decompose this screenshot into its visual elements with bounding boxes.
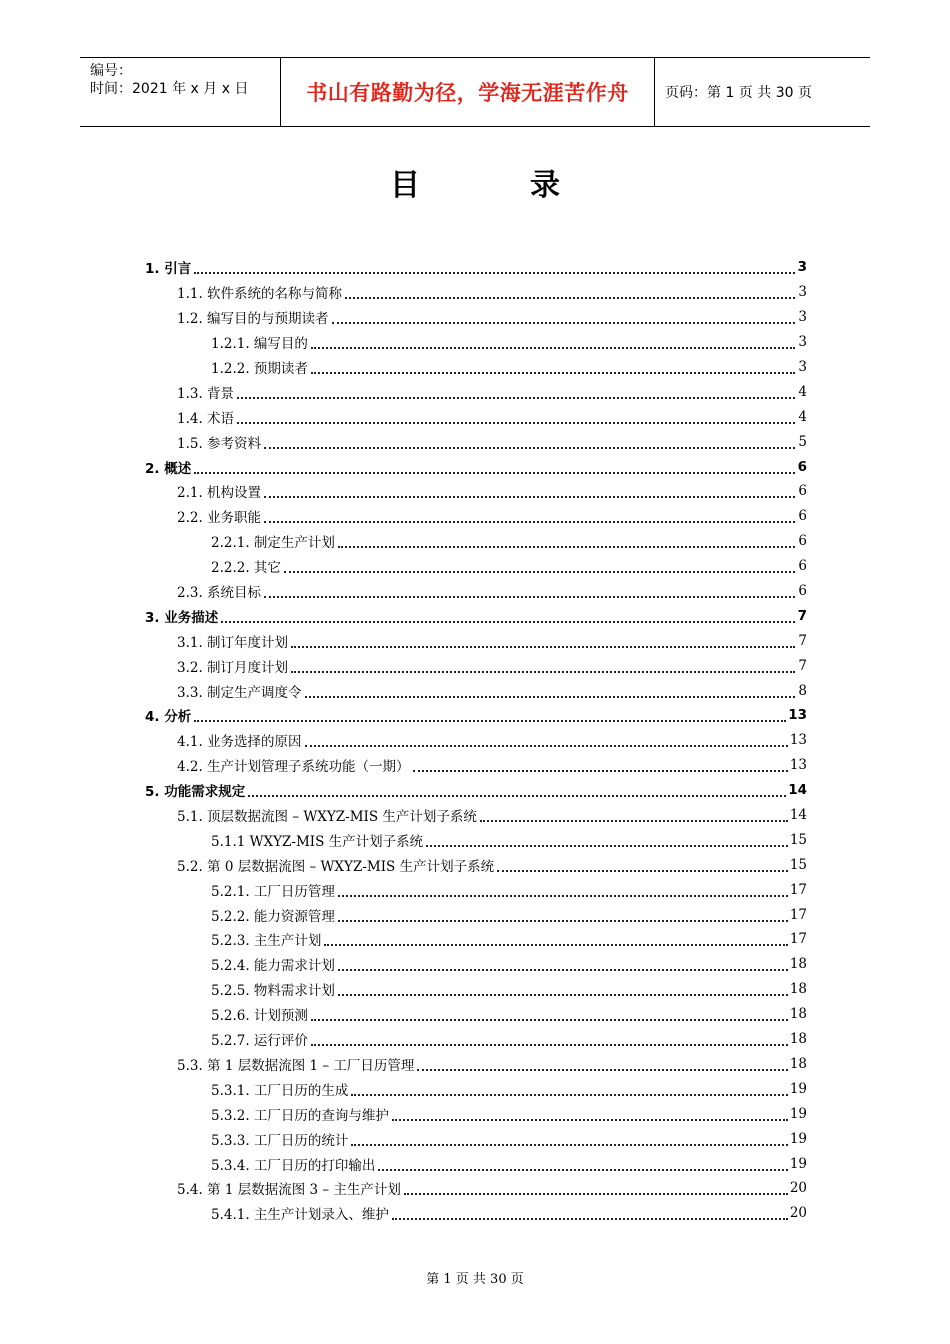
toc-leader-dots (248, 781, 786, 797)
toc-entry[interactable] (145, 529, 807, 554)
document-time-label: 时间：2021 年 x 月 x 日 (90, 81, 249, 97)
document-number-label: 编号： (90, 63, 132, 79)
toc-leader-dots (378, 1155, 787, 1171)
toc-entry-page: 18 (789, 981, 807, 998)
toc-leader-dots (311, 1005, 788, 1021)
toc-entry-page: 20 (789, 1205, 807, 1222)
toc-entry-title: 1.1. 软件系统的名称与简称 (177, 282, 343, 302)
toc-leader-dots (480, 806, 788, 822)
toc-leader-dots (305, 731, 788, 747)
toc-entry-page: 20 (789, 1180, 807, 1197)
toc-entry-title: 1.4. 术语 (177, 407, 235, 427)
toc-entry[interactable] (145, 952, 807, 977)
toc-entry-page: 4 (798, 383, 807, 400)
toc-entry[interactable] (145, 255, 807, 280)
toc-entry[interactable] (145, 803, 807, 828)
toc-entry-page: 17 (789, 881, 807, 898)
toc-entry[interactable] (145, 454, 807, 479)
toc-entry-title: 5.2.2. 能力资源管理 (211, 905, 336, 925)
toc-entry-title: 1.2. 编写目的与预期读者 (177, 307, 330, 327)
toc-entry-title: 5.2. 第 0 层数据流图 – WXYZ-MIS 生产计划子系统 (177, 855, 495, 875)
toc-entry-page: 15 (789, 856, 807, 873)
toc-leader-dots (426, 831, 788, 847)
toc-entry-page: 17 (789, 931, 807, 948)
toc-entry-page: 19 (789, 1080, 807, 1097)
toc-leader-dots (345, 283, 795, 299)
toc-entry[interactable] (145, 479, 807, 504)
toc-leader-dots (497, 856, 788, 872)
toc-entry-page: 13 (789, 732, 807, 749)
toc-entry[interactable] (145, 1101, 807, 1126)
toc-entry[interactable] (145, 728, 807, 753)
toc-entry-title: 5.1.1 WXYZ-MIS 生产计划子系统 (211, 830, 424, 850)
toc-entry-title: 5.2.5. 物料需求计划 (211, 979, 336, 999)
toc-leader-dots (194, 258, 795, 274)
toc-leader-dots (332, 308, 795, 324)
toc-leader-dots (392, 1204, 788, 1220)
toc-entry[interactable] (145, 703, 807, 728)
toc-entry-title: 5.3.4. 工厂日历的打印输出 (211, 1154, 376, 1174)
toc-entry-title: 3. 业务描述 (145, 606, 219, 626)
title-char-2: 录 (530, 168, 560, 203)
toc-leader-dots (338, 532, 795, 548)
toc-entry-title: 5.1. 顶层数据流图 – WXYZ-MIS 生产计划子系统 (177, 805, 478, 825)
toc-entry[interactable] (145, 330, 807, 355)
toc-entry[interactable] (145, 678, 807, 703)
toc-leader-dots (351, 1080, 787, 1096)
toc-entry-page: 8 (798, 682, 807, 699)
toc-entry[interactable] (145, 628, 807, 653)
toc-entry-title: 3.1. 制订年度计划 (177, 631, 289, 651)
toc-entry-page: 18 (789, 1006, 807, 1023)
toc-leader-dots (338, 980, 788, 996)
toc-entry-title: 5.3. 第 1 层数据流图 1 – 工厂日历管理 (177, 1054, 415, 1074)
toc-entry-page: 6 (798, 533, 807, 550)
toc-entry-title: 1.5. 参考资料 (177, 432, 262, 452)
toc-entry[interactable] (145, 877, 807, 902)
toc-leader-dots (264, 482, 795, 498)
toc-leader-dots (404, 1179, 788, 1195)
toc-entry-page: 6 (798, 558, 807, 575)
toc-entry-page: 6 (797, 458, 807, 475)
toc-entry-title: 2.2. 业务职能 (177, 506, 262, 526)
toc-entry[interactable] (145, 1151, 807, 1176)
toc-entry-title: 2. 概述 (145, 457, 192, 477)
toc-leader-dots (237, 408, 795, 424)
toc-entry-title: 4.2. 生产计划管理子系统功能（一期） (177, 755, 411, 775)
toc-leader-dots (305, 682, 795, 698)
table-of-contents (145, 255, 807, 1226)
page-title (0, 160, 950, 204)
toc-entry-title: 4.1. 业务选择的原因 (177, 730, 303, 750)
toc-entry-page: 7 (798, 657, 807, 674)
toc-entry-page: 17 (789, 906, 807, 923)
toc-entry-page: 5 (798, 433, 807, 450)
toc-entry-title: 5.3.1. 工厂日历的生成 (211, 1079, 349, 1099)
toc-entry-title: 4. 分析 (145, 705, 192, 725)
toc-entry-page: 3 (798, 359, 807, 375)
toc-leader-dots (291, 632, 795, 648)
toc-entry[interactable] (145, 1002, 807, 1027)
toc-leader-dots (413, 756, 788, 772)
toc-entry-page: 4 (798, 408, 807, 425)
toc-entry[interactable] (145, 1027, 807, 1052)
toc-entry[interactable] (145, 827, 807, 852)
toc-leader-dots (338, 881, 788, 897)
toc-entry-page: 19 (789, 1130, 807, 1147)
toc-leader-dots (338, 955, 788, 971)
toc-entry-page: 18 (789, 1031, 807, 1048)
toc-entry[interactable] (145, 305, 807, 330)
toc-entry[interactable] (145, 902, 807, 927)
toc-entry-title: 1. 引言 (145, 257, 192, 277)
toc-leader-dots (417, 1055, 787, 1071)
toc-entry-title: 5.2.4. 能力需求计划 (211, 954, 336, 974)
toc-entry-title: 5. 功能需求规定 (145, 780, 246, 800)
toc-leader-dots (264, 582, 795, 598)
toc-entry[interactable] (145, 429, 807, 454)
toc-leader-dots (237, 383, 795, 399)
toc-entry[interactable] (145, 404, 807, 429)
toc-leader-dots (264, 507, 795, 523)
toc-leader-dots (311, 358, 795, 374)
toc-leader-dots (291, 657, 795, 673)
toc-entry-title: 5.3.2. 工厂日历的查询与维护 (211, 1104, 390, 1124)
toc-entry[interactable] (145, 1076, 807, 1101)
toc-entry[interactable] (145, 554, 807, 579)
toc-entry-page: 3 (798, 284, 807, 301)
toc-entry-page: 18 (789, 1055, 807, 1072)
toc-entry-page: 13 (788, 707, 807, 724)
toc-entry[interactable] (145, 1201, 807, 1226)
toc-entry-page: 7 (797, 607, 807, 624)
toc-entry[interactable] (145, 355, 807, 380)
toc-leader-dots (194, 458, 795, 474)
toc-leader-dots (351, 1130, 787, 1146)
header-motto: 书山有路勤为径，学海无涯苦作舟 (281, 58, 655, 126)
toc-entry-title: 5.4.1. 主生产计划录入、维护 (211, 1203, 390, 1223)
toc-entry[interactable] (145, 753, 807, 778)
toc-entry-title: 1.2.1. 编写目的 (211, 332, 309, 352)
toc-entry-title: 2.3. 系统目标 (177, 581, 262, 601)
toc-entry-page: 3 (798, 334, 807, 351)
toc-entry-title: 5.2.3. 主生产计划 (211, 929, 322, 949)
toc-entry[interactable] (145, 1052, 807, 1077)
toc-entry-page: 6 (798, 508, 807, 525)
toc-leader-dots (194, 706, 786, 722)
toc-entry[interactable] (145, 927, 807, 952)
toc-entry-page: 13 (789, 757, 807, 774)
toc-entry-title: 2.2.2. 其它 (211, 556, 282, 576)
toc-entry-page: 14 (788, 782, 807, 799)
toc-entry-title: 1.3. 背景 (177, 382, 235, 402)
toc-entry-title: 5.2.6. 计划预测 (211, 1004, 309, 1024)
toc-entry[interactable] (145, 603, 807, 628)
toc-entry-title: 2.2.1. 制定生产计划 (211, 531, 336, 551)
header-page-label: 页码：第 1 页 共 30 页 (665, 85, 812, 101)
toc-leader-dots (392, 1105, 788, 1121)
toc-entry-title: 5.4. 第 1 层数据流图 3 – 主生产计划 (177, 1178, 402, 1198)
toc-entry-title: 5.2.1. 工厂日历管理 (211, 880, 336, 900)
toc-entry-page: 19 (789, 1105, 807, 1122)
page-header (80, 57, 870, 127)
toc-leader-dots (311, 1030, 788, 1046)
toc-leader-dots (311, 333, 795, 349)
toc-leader-dots (264, 433, 795, 449)
toc-entry[interactable] (145, 379, 807, 404)
toc-entry-page: 18 (789, 956, 807, 973)
toc-leader-dots (221, 607, 795, 623)
toc-entry[interactable] (145, 579, 807, 604)
toc-entry-page: 19 (789, 1155, 807, 1172)
toc-entry[interactable] (145, 1126, 807, 1151)
toc-entry[interactable] (145, 778, 807, 803)
header-left-cell (80, 58, 281, 126)
toc-entry[interactable] (145, 504, 807, 529)
title-char-1: 目 (390, 168, 420, 203)
toc-entry-title: 5.2.7. 运行评价 (211, 1029, 309, 1049)
toc-entry-page: 3 (797, 259, 807, 276)
toc-entry-title: 3.3. 制定生产调度令 (177, 681, 303, 701)
toc-entry-page: 14 (789, 807, 807, 824)
toc-entry-title: 1.2.2. 预期读者 (211, 357, 309, 377)
page-footer: 第 1 页 共 30 页 (426, 1272, 524, 1287)
toc-entry-title: 3.2. 制订月度计划 (177, 656, 289, 676)
toc-entry-page: 7 (798, 632, 807, 649)
toc-entry-page: 6 (798, 583, 807, 600)
toc-leader-dots (324, 930, 787, 946)
toc-entry-page: 6 (798, 483, 807, 500)
toc-leader-dots (284, 557, 795, 573)
toc-entry-page: 15 (789, 831, 807, 848)
toc-entry-title: 2.1. 机构设置 (177, 481, 262, 501)
toc-entry-title: 5.3.3. 工厂日历的统计 (211, 1129, 349, 1149)
toc-entry[interactable] (145, 977, 807, 1002)
toc-entry-page: 3 (798, 309, 807, 326)
toc-entry[interactable] (145, 1176, 807, 1201)
toc-leader-dots (338, 906, 788, 922)
toc-entry[interactable] (145, 852, 807, 877)
toc-entry[interactable] (145, 653, 807, 678)
toc-entry[interactable] (145, 280, 807, 305)
